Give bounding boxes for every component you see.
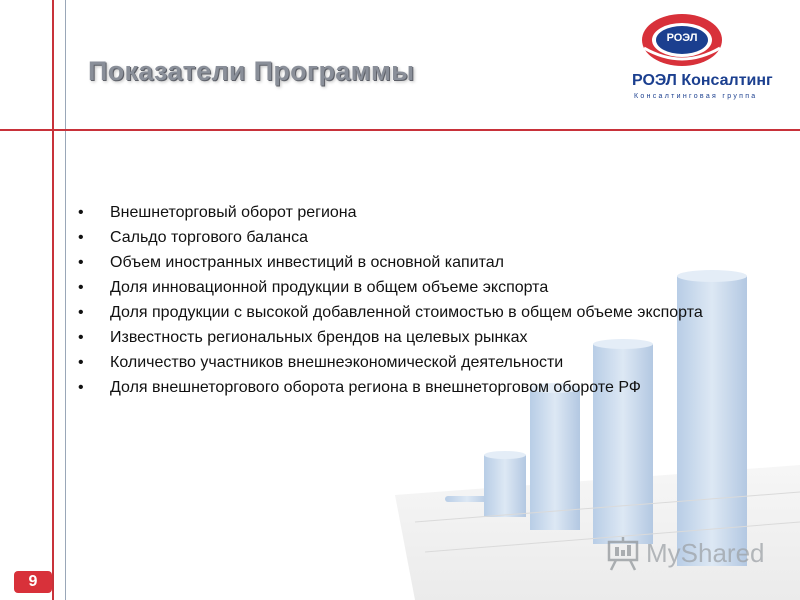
frame-vertical-gray-line [65, 0, 66, 600]
list-item-text: Объем иностранных инвестиций в основной капитал [110, 254, 505, 271]
frame-vertical-red-line [52, 0, 54, 600]
bullet-icon: • [78, 329, 84, 346]
list-item-text: Доля продукции с высокой добавленной стоимостью в общем объеме экспорта [110, 304, 703, 321]
bullet-icon: • [78, 279, 84, 296]
list-item-text: Доля внешнеторгового оборота региона в внешнеторговом обороте РФ [110, 379, 641, 396]
list-item [78, 228, 758, 247]
list-item-text: Внешнеторговый оборот региона [110, 204, 357, 221]
deco-bar [484, 451, 526, 517]
list-item [78, 378, 758, 397]
bullet-icon: • [78, 229, 84, 246]
bullet-icon: • [78, 304, 84, 321]
page-number-badge: 9 [14, 571, 52, 593]
list-item-text: Сальдо торгового баланса [110, 229, 309, 246]
watermark-text: MyShared [646, 538, 765, 568]
deco-bar [445, 496, 489, 502]
myshared-watermark [606, 536, 776, 576]
list-item [78, 328, 758, 347]
list-item [78, 353, 758, 372]
presentation-board-icon [606, 536, 640, 572]
slide-title: Показатели Программы [88, 56, 415, 86]
logo-subtitle: Консалтинговая группа [634, 93, 758, 100]
list-item [78, 303, 758, 322]
frame-horizontal-red-line [0, 129, 800, 131]
list-item-text: Количество участников внешнеэкономической деятельности [110, 354, 564, 371]
bullet-icon: • [78, 379, 84, 396]
list-item [78, 253, 758, 272]
bullet-icon: • [78, 204, 84, 221]
logo-company-name: РОЭЛ Консалтинг [632, 72, 773, 89]
list-item-text: Доля инновационной продукции в общем объеме экспорта [110, 279, 549, 296]
company-logo [632, 12, 772, 102]
bullet-icon: • [78, 354, 84, 371]
list-item-text: Известность региональных брендов на целевых рынках [110, 329, 528, 346]
deco-bar [530, 383, 580, 530]
indicator-list [78, 203, 758, 403]
bullet-icon: • [78, 254, 84, 271]
list-item [78, 278, 758, 297]
list-item [78, 203, 758, 222]
logo-mark-text: РОЭЛ [666, 32, 698, 44]
